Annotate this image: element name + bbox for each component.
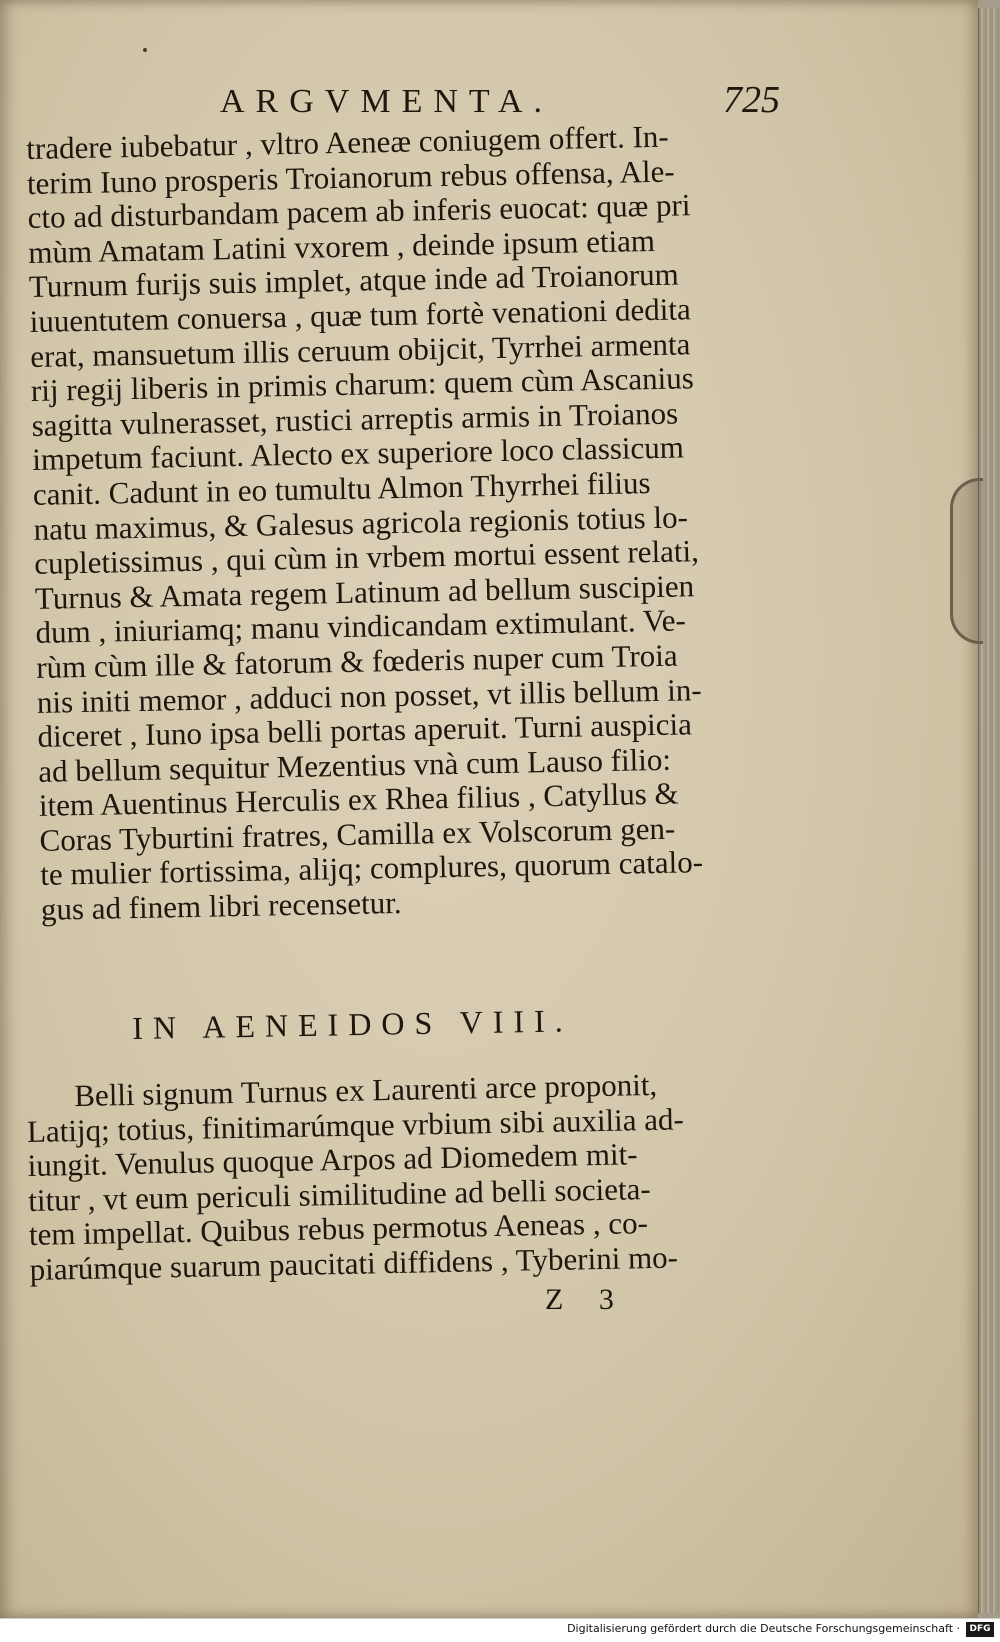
- text-line: Turnus & Amata regem Latinum ad bellum suscipien: [34, 567, 695, 616]
- text-line: natu maximus, & Galesus agricola regionis totius lo-: [33, 498, 689, 547]
- text-line: titur , vt eum periculi similitudine ad belli societa-: [27, 1170, 651, 1218]
- bookmark-ribbon: [950, 478, 983, 644]
- text-line: item Auentinus Herculis ex Rhea filius , Catyllus &: [38, 775, 679, 824]
- text-line: rij regij liberis in primis charum: quem cùm Ascanius: [30, 360, 695, 409]
- text-line: iuuentutem conuersa , quæ tum fortè venationi dedita: [29, 291, 692, 339]
- text-line: te mulier fortissima, alijq; complures, quorum catalo-: [39, 844, 704, 893]
- text-line: tem impellat. Quibus rebus permotus Aeneas , co-: [28, 1205, 649, 1253]
- signature-mark: Z 3: [545, 1283, 628, 1316]
- text-line: impetum faciunt. Alecto ex superiore loco classicum: [31, 429, 685, 478]
- dfg-logo-icon: DFG: [966, 1622, 994, 1637]
- dfg-credit-text: Digitalisierung gefördert durch die Deutsche Forschungsgemeinschaft ·: [567, 1622, 960, 1635]
- text-line: sagitta vulnerasset, rustici arreptis armis in Troianos: [31, 395, 679, 443]
- text-line: iungit. Venulus quoque Arpos ad Diomedem mit-: [27, 1136, 638, 1184]
- text-line: diceret , Iuno ipsa belli portas aperuit. Turni auspicia: [37, 706, 693, 754]
- text-line: cto ad disturbandam pacem ab inferis euocat: quæ pri: [27, 187, 691, 236]
- ink-speck: [143, 48, 147, 52]
- text-line: tradere iubebatur , vltro Aeneæ coniugem offert. In-: [26, 118, 669, 166]
- text-line: mùm Amatam Latini vxorem , deinde ipsum etiam: [27, 222, 656, 270]
- text-line: gus ad finem libri recensetur.: [40, 884, 402, 927]
- page-header: [220, 78, 780, 122]
- text-line: Belli signum Turnus ex Laurenti arce proponit,: [73, 1066, 658, 1114]
- running-title: ARGVMENTA.: [220, 83, 553, 120]
- text-line: erat, mansuetum illis ceruum obijcit, Tyrrhei armenta: [29, 325, 691, 374]
- section-heading: IN AENEIDOS VIII.: [132, 1002, 574, 1046]
- page-number: 725: [723, 79, 780, 121]
- text-line: cupletissimus , qui cùm in vrbem mortui essent relati,: [33, 533, 700, 582]
- text-line: Latijq; totius, finitimarúmque vrbium sibi auxilia ad-: [26, 1100, 685, 1149]
- page-fore-edge: [978, 8, 999, 1613]
- text-line: nis initi memor , adduci non posset, vt illis bellum in-: [36, 671, 702, 720]
- text-line: Turnum furijs suis implet, atque inde ad Troianorum: [28, 256, 680, 305]
- text-line: dum , iniuriamq; manu vindicandam extimulant. Ve-: [35, 602, 687, 651]
- text-line: Coras Tyburtini fratres, Camilla ex Volscorum gen-: [39, 810, 676, 858]
- text-line: terim Iuno prosperis Troianorum rebus offensa, Ale-: [26, 153, 675, 201]
- text-line: piarúmque suarum paucitati diffidens , Tyberini mo-: [29, 1239, 679, 1287]
- argument-viii-paragraph: [26, 1066, 765, 1288]
- text-line: rùm cùm ille & fatorum & fœderis nuper cum Troia: [35, 637, 678, 685]
- digitization-footer: [0, 1618, 1000, 1642]
- argument-vii-paragraph: [26, 118, 776, 928]
- text-line: canit. Cadunt in eo tumultu Almon Thyrrhei filius: [32, 465, 651, 512]
- text-line: ad bellum sequitur Mezentius vnà cum Lauso filio:: [37, 741, 672, 789]
